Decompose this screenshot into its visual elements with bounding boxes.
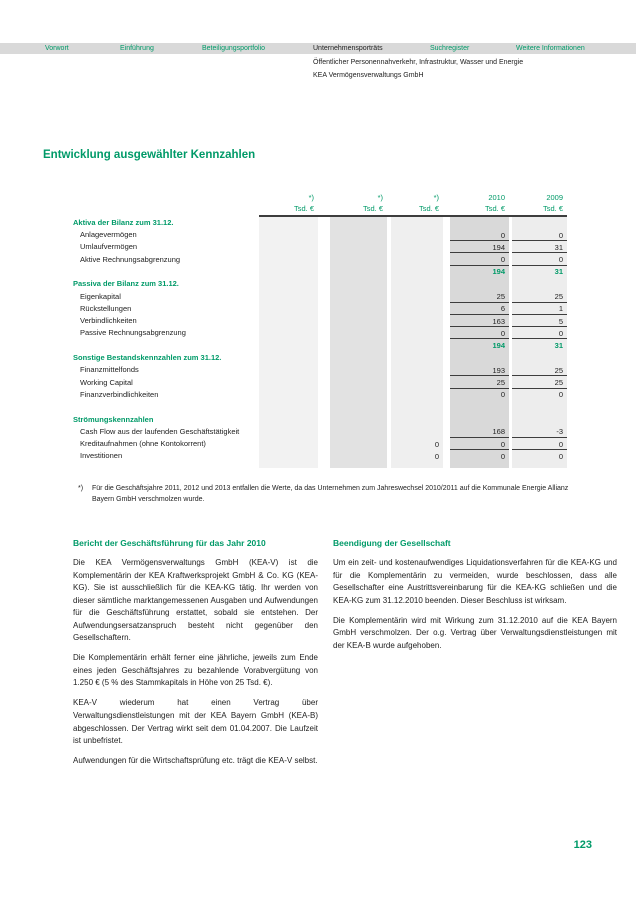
value-cell	[391, 389, 443, 401]
articles-section	[73, 538, 617, 775]
table-row	[73, 229, 567, 241]
value-cell	[330, 401, 387, 413]
table-spacer-row	[73, 401, 567, 413]
col-2-unit: Tsd. €	[362, 204, 383, 213]
value-cell	[391, 462, 443, 468]
value-cell	[512, 217, 567, 229]
article-heading: Bericht der Geschäftsführung für das Jahr 2010	[73, 538, 266, 548]
value-cell: 25	[512, 290, 567, 302]
value-cell	[259, 303, 318, 315]
value-cell	[259, 278, 318, 290]
table-row	[73, 253, 567, 265]
table-row	[73, 450, 567, 462]
value-cell: 0	[512, 389, 567, 401]
value-cell	[330, 426, 387, 438]
table-header	[73, 192, 567, 217]
nav-item-unternehmensportraets[interactable]: Unternehmensporträts	[313, 45, 383, 52]
value-cell	[330, 462, 387, 468]
kennzahlen-table	[73, 192, 567, 468]
table-row	[73, 426, 567, 438]
col-2009-unit: Tsd. €	[542, 204, 563, 213]
value-cell	[391, 413, 443, 425]
value-cell	[259, 426, 318, 438]
value-cell: 168	[450, 426, 509, 438]
value-cell	[259, 413, 318, 425]
value-cell	[391, 364, 443, 376]
row-label: Verbindlichkeiten	[80, 316, 137, 326]
value-cell	[330, 438, 387, 450]
table-row	[73, 315, 567, 327]
footnote-text: Für die Geschäftsjahre 2011, 2012 und 2013 entfallen die Werte, da das Unternehmen zum Jahreswechsel 2010/2011 auf die Kommunale Energie Allianz Bayern GmbH verschmolzen wurde.	[92, 485, 569, 503]
value-cell: 194	[450, 339, 509, 351]
value-cell	[259, 462, 318, 468]
table-spacer-row	[73, 462, 567, 468]
row-label: Anlagevermögen	[80, 230, 137, 240]
value-cell	[512, 462, 567, 468]
value-cell: 25	[512, 376, 567, 388]
value-cell	[391, 315, 443, 327]
table-section-heading-row	[73, 352, 567, 364]
row-label: Sonstige Bestandskennzahlen zum 31.12.	[73, 353, 222, 363]
value-cell	[259, 352, 318, 364]
value-cell: 31	[512, 241, 567, 253]
value-cell: 0	[512, 253, 567, 265]
value-cell	[330, 339, 387, 351]
col-3-mark: *)	[433, 193, 439, 202]
nav-item-vorwort[interactable]: Vorwort	[45, 45, 69, 52]
table-row	[73, 241, 567, 253]
value-cell: 25	[450, 376, 509, 388]
value-cell	[330, 229, 387, 241]
table-header-marks-row	[73, 192, 567, 203]
table-section-heading-row	[73, 413, 567, 425]
value-cell	[391, 278, 443, 290]
value-cell	[450, 278, 509, 290]
table-row	[73, 364, 567, 376]
value-cell: -3	[512, 426, 567, 438]
value-cell	[450, 462, 509, 468]
value-cell	[391, 426, 443, 438]
value-cell	[330, 278, 387, 290]
value-cell	[330, 327, 387, 339]
breadcrumb-category: Öffentlicher Personennahverkehr, Infrastruktur, Wasser und Energie	[313, 59, 524, 66]
value-cell	[391, 217, 443, 229]
nav-item-weitere-informationen[interactable]: Weitere Informationen	[516, 45, 585, 52]
value-cell	[512, 413, 567, 425]
table-sum-row	[73, 339, 567, 351]
value-cell	[450, 413, 509, 425]
value-cell: 0	[450, 253, 509, 265]
paragraph: Aufwendungen für die Wirtschaftsprüfung etc. trägt die KEA-V selbst.	[73, 756, 318, 766]
value-cell	[259, 438, 318, 450]
table-row	[73, 327, 567, 339]
value-cell: 0	[450, 389, 509, 401]
row-label: Investitionen	[80, 451, 123, 461]
value-cell: 0	[450, 327, 509, 339]
value-cell: 6	[450, 303, 509, 315]
value-cell	[259, 315, 318, 327]
value-cell: 0	[512, 327, 567, 339]
row-label	[73, 266, 259, 278]
value-cell	[330, 253, 387, 265]
table-sum-row	[73, 266, 567, 278]
value-cell: 193	[450, 364, 509, 376]
row-label: Eigenkapital	[80, 291, 121, 301]
value-cell	[259, 364, 318, 376]
value-cell	[330, 303, 387, 315]
value-cell: 194	[450, 266, 509, 278]
nav-item-suchregister[interactable]: Suchregister	[430, 45, 470, 52]
col-1-unit: Tsd. €	[293, 204, 314, 213]
table-section-heading-row	[73, 217, 567, 229]
article-beendigung	[333, 538, 617, 775]
value-cell	[330, 352, 387, 364]
col-2010-unit: Tsd. €	[484, 204, 505, 213]
row-label: Passiva der Bilanz zum 31.12.	[73, 279, 179, 289]
table-header-units-row	[73, 203, 567, 214]
value-cell	[259, 290, 318, 302]
value-cell	[391, 266, 443, 278]
value-cell: 1	[512, 303, 567, 315]
value-cell	[450, 217, 509, 229]
top-navigation-bar	[0, 43, 636, 54]
table-row	[73, 438, 567, 450]
value-cell: 31	[512, 339, 567, 351]
row-label: Working Capital	[80, 377, 133, 387]
value-cell	[391, 229, 443, 241]
value-cell	[330, 450, 387, 462]
value-cell: 194	[450, 241, 509, 253]
value-cell	[259, 450, 318, 462]
value-cell	[450, 352, 509, 364]
value-cell: 0	[450, 229, 509, 241]
col-2-mark: *)	[377, 193, 383, 202]
nav-item-beteiligungsportfolio[interactable]: Beteiligungsportfolio	[202, 45, 266, 52]
value-cell	[450, 401, 509, 413]
page-number: 123	[573, 839, 592, 851]
value-cell	[259, 266, 318, 278]
value-cell: 25	[450, 290, 509, 302]
value-cell: 0	[391, 450, 443, 462]
value-cell	[259, 376, 318, 388]
value-cell	[330, 315, 387, 327]
value-cell	[259, 229, 318, 241]
page-title: Entwicklung ausgewählter Kennzahlen	[43, 149, 256, 161]
value-cell	[391, 376, 443, 388]
value-cell	[330, 217, 387, 229]
value-cell: 0	[512, 229, 567, 241]
row-label: Finanzverbindlichkeiten	[80, 389, 159, 399]
value-cell	[391, 401, 443, 413]
table-footnote	[78, 483, 584, 505]
paragraph: Die Komplementärin wird mit Wirkung zum 31.12.2010 auf die KEA Bayern GmbH verschmolzen. Der o.g. Vertrag über Verwaltungsdienstleistungen mit der KEA-B wurde aufgehoben.	[333, 615, 617, 650]
paragraph: Die Komplementärin erhält ferner eine jährliche, jeweils zum Ende eines jeden Geschäftsjahres zu bezahlende Vorabvergütung von 1.250 € (5 % des Stammkapitals in Höhe von 25 Tsd. €).	[73, 653, 318, 688]
col-2010-year: 2010	[488, 193, 505, 202]
value-cell	[330, 413, 387, 425]
value-cell	[391, 253, 443, 265]
breadcrumb-company: KEA Vermögensverwaltungs GmbH	[313, 71, 424, 79]
value-cell: 0	[391, 438, 443, 450]
table-row	[73, 303, 567, 315]
paragraph: Um ein zeit- und kostenaufwendiges Liquidationsverfahren für die KEA-KG und für die Komplementärin zu vermeiden, wurde beschlossen, dass alle Gesellschafter eine Austrittsvereinbarung für die KEA-KG schließen und die KEA-KG zum 31.12.2010 beenden. Dieser Beschluss ist wirksam.	[333, 558, 617, 605]
value-cell: 0	[450, 438, 509, 450]
value-cell	[259, 217, 318, 229]
breadcrumb	[313, 57, 523, 82]
value-cell: 5	[512, 315, 567, 327]
table-row	[73, 389, 567, 401]
value-cell	[512, 401, 567, 413]
value-cell: 0	[450, 450, 509, 462]
row-label: Cash Flow aus der laufenden Geschäftstätigkeit	[80, 426, 240, 436]
value-cell	[391, 352, 443, 364]
value-cell: 31	[512, 266, 567, 278]
value-cell	[330, 290, 387, 302]
value-cell	[391, 290, 443, 302]
value-cell	[330, 376, 387, 388]
row-label: Umlaufvermögen	[80, 242, 138, 252]
value-cell: 25	[512, 364, 567, 376]
article-heading: Beendigung der Gesellschaft	[333, 538, 451, 548]
row-label: Rückstellungen	[80, 303, 132, 313]
table-row	[73, 290, 567, 302]
col-3-unit: Tsd. €	[418, 204, 439, 213]
nav-item-einfuehrung[interactable]: Einführung	[120, 45, 154, 52]
paragraph: Die KEA Vermögensverwaltungs GmbH (KEA-V) ist die Komplementärin der KEA Kraftwerksprojekt GmbH & Co. KG (KEA-KG). Sie ist ausschließlich für die KEA-KG tätig. Ihr werden von dieser sämtliche marktangemessenen Ausgaben und Aufwendungen für die Geschäftsführung erstattet, sobald sie entstehen. Der Aufwendungsersatzanspruch besteht nicht gegenüber den Gesellschaftern.	[73, 558, 318, 643]
paragraph: KEA-V wiederum hat einen Vertrag über Verwaltungsdienstleistungen mit der KEA Bayern GmbH (KEA-B) abgeschlossen. Der Vertrag wirkt seit dem 01.04.2007. Die Laufzeit ist unbefristet.	[73, 698, 318, 746]
value-cell	[259, 327, 318, 339]
value-cell	[391, 339, 443, 351]
value-cell	[330, 389, 387, 401]
article-paragraphs	[333, 557, 617, 652]
row-label: Aktiva der Bilanz zum 31.12.	[73, 217, 174, 227]
value-cell	[259, 241, 318, 253]
table-body	[73, 217, 567, 469]
article-paragraphs	[73, 557, 318, 768]
article-geschaeftsfuehrung	[73, 538, 318, 775]
footnote-mark: *)	[78, 485, 84, 492]
col-2009-year: 2009	[546, 193, 563, 202]
value-cell	[330, 266, 387, 278]
value-cell	[391, 241, 443, 253]
value-cell	[391, 303, 443, 315]
row-label	[73, 462, 259, 468]
row-label: Passive Rechnungsabgrenzung	[80, 328, 186, 338]
value-cell	[330, 364, 387, 376]
value-cell	[259, 401, 318, 413]
value-cell: 0	[512, 450, 567, 462]
value-cell	[391, 327, 443, 339]
value-cell	[259, 253, 318, 265]
value-cell: 163	[450, 315, 509, 327]
col-1-mark: *)	[308, 193, 314, 202]
value-cell: 0	[512, 438, 567, 450]
row-label: Kreditaufnahmen (ohne Kontokorrent)	[80, 439, 206, 449]
row-label: Finanzmittelfonds	[80, 365, 139, 375]
value-cell	[259, 339, 318, 351]
table-section-heading-row	[73, 278, 567, 290]
row-label: Aktive Rechnungsabgrenzung	[80, 254, 181, 264]
row-label	[73, 339, 259, 351]
value-cell	[330, 241, 387, 253]
value-cell	[512, 278, 567, 290]
table-row	[73, 376, 567, 388]
row-label: Strömungskennzahlen	[73, 414, 154, 424]
value-cell	[512, 352, 567, 364]
value-cell	[259, 389, 318, 401]
row-label	[73, 401, 259, 413]
